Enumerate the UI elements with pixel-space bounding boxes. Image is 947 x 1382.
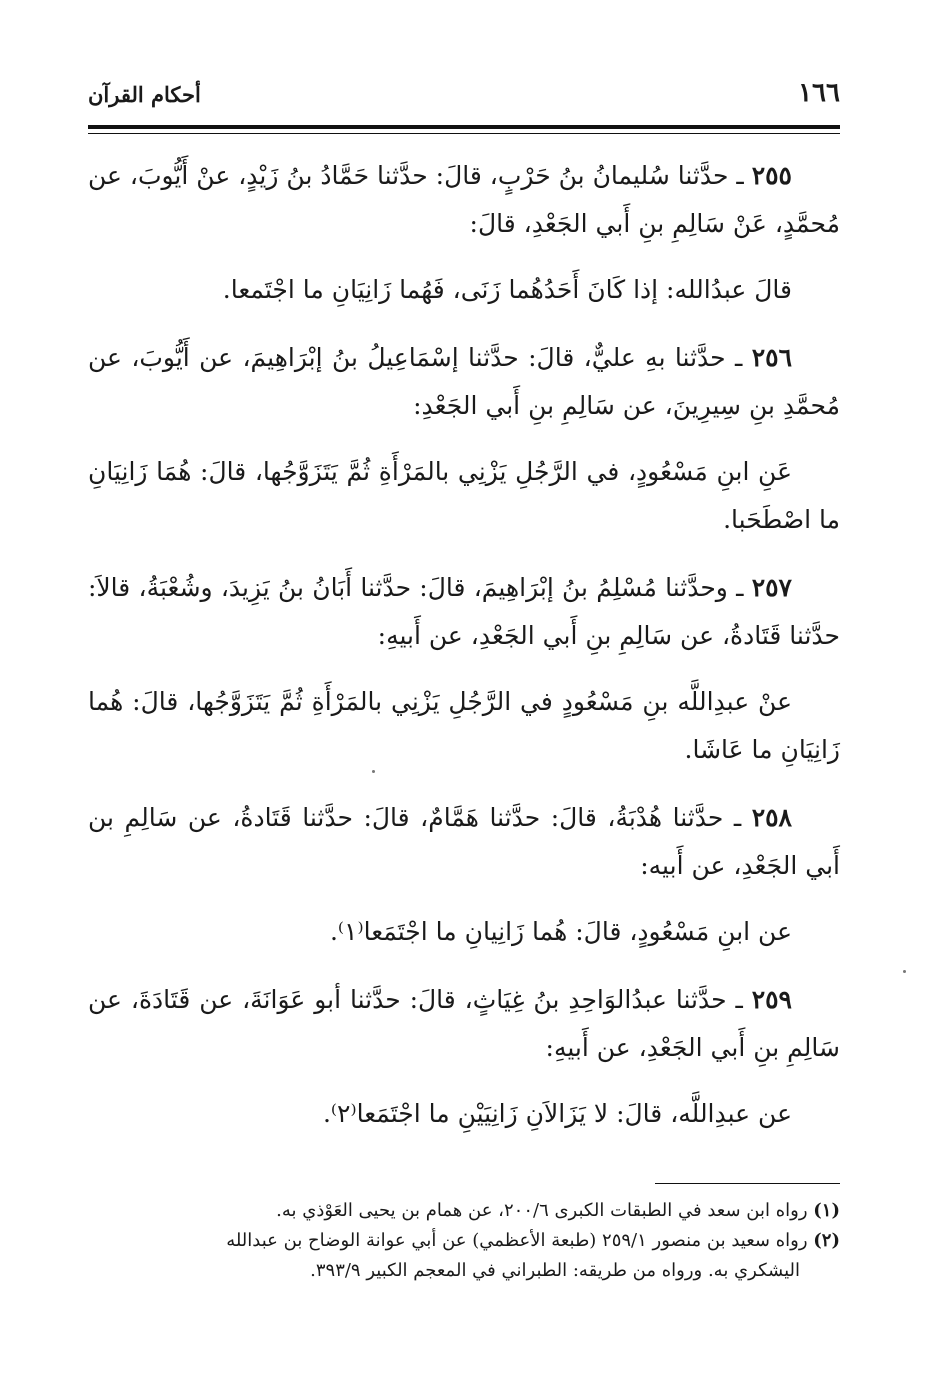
hadith-entry	[88, 976, 840, 1138]
hadith-matn: عنْ عبدِاللَّه بنِ مَسْعُودٍ في الرَّجُلِ يَزْنِي بالمَرْأَةِ ثُمَّ يَتَزَوَّجُها، قالَ: هُما زَانِيَانِ ما عَاشَا.	[88, 687, 840, 764]
hadith-matn: عن ابنِ مَسْعُودٍ، قالَ: هُما زَانِيانِ ما اجْتَمَعا⁽١⁾.	[329, 917, 792, 946]
page-number: ١٦٦	[798, 78, 840, 108]
footnote-rule	[655, 1183, 840, 1184]
separator: ـ	[728, 161, 752, 190]
separator: ـ	[726, 985, 752, 1014]
hadith-isnad	[88, 152, 840, 248]
header-rule-thin	[88, 133, 840, 134]
separator: ـ	[723, 803, 752, 832]
hadith-number: ٢٥٥	[751, 161, 792, 190]
isnad-text: حدَّثنا عبدُالوَاحِدِ بنُ غِيَاثٍ، قالَ: حدَّثنا أبو عَوَانَةَ، عن قَتَادَةَ، عن سَالِمِ بنِ أَبي الجَعْدِ، عن أَبيهِ:	[88, 985, 840, 1062]
footnote	[88, 1226, 840, 1256]
footnote-text: رواه سعيد بن منصور ٢٥٩/١ (طبعة الأعظمي) عن أبي عوانة الوضاح بن عبدالله	[226, 1230, 808, 1251]
isnad-text: حدَّثنا سُليمانُ بنُ حَرْبٍ، قالَ: حدَّثنا حَمَّادُ بنُ زَيْدٍ، عنْ أَيُّوبَ، عن مُحمَّدٍ، عَنْ سَالِمِ بنِ أَبي الجَعْدِ، قالَ:	[88, 161, 840, 238]
hadith-isnad	[88, 564, 840, 660]
footnote-mark: (١)	[813, 1200, 840, 1221]
hadith-isnad	[88, 334, 840, 430]
footnote-text: رواه ابن سعد في الطبقات الكبرى ٢٠٠/٦، عن همام بن يحيى العَوْذي به.	[276, 1200, 808, 1221]
hadith-isnad	[88, 976, 840, 1072]
print-speck	[372, 770, 375, 773]
hadith-entry	[88, 794, 840, 956]
hadith-number: ٢٥٨	[751, 803, 792, 832]
isnad-text: حدَّثنا هُدْبَةُ، قالَ: حدَّثنا هَمَّامٌ، قالَ: حدَّثنا قَتَادةُ، عن سَالِمِ بن أَبي الجَعْدِ، عن أَبيه:	[88, 803, 840, 880]
header-rule-thick	[88, 125, 840, 129]
hadith-entry	[88, 334, 840, 544]
hadith-number: ٢٥٧	[751, 573, 792, 602]
print-speck	[903, 970, 906, 973]
hadith-number: ٢٥٦	[751, 343, 793, 372]
hadith-isnad	[88, 794, 840, 890]
hadith-number: ٢٥٩	[751, 985, 792, 1014]
hadith-entry	[88, 564, 840, 774]
isnad-text: وحدَّثنا مُسْلِمُ بنُ إبْرَاهِيمَ، قالَ: حدَّثنا أَبَانُ بنُ يَزِيدَ، وشُعْبَةُ، قالاَ: حدَّثنا قَتَادةُ، عن سَالِمِ بنِ أَبي الجَعْدِ، عن أَبيهِ:	[88, 573, 840, 650]
page-body	[88, 152, 840, 1158]
running-title: أحكام القرآن	[88, 82, 201, 107]
separator: ـ	[727, 573, 752, 602]
footnote-mark: (٢)	[813, 1230, 840, 1251]
hadith-matn: قالَ عبدُالله: إذا كَانَ أَحَدُهُما زَنَى، فَهُما زَانِيَانِ ما اجْتَمعا.	[222, 275, 792, 304]
separator: ـ	[725, 343, 752, 372]
isnad-text: حدَّثنا بهِ عليٌّ، قالَ: حدَّثنا إسْمَاعِيلُ بنُ إبْرَاهِيمَ، عن أَيُّوبَ، عن مُحمَّدِ بنِ سِيرِينَ، عن سَالِمِ بنِ أَبي الجَعْدِ:	[88, 343, 840, 420]
footnotes	[88, 1196, 840, 1286]
hadith-matn: عَنِ ابنِ مَسْعُودٍ، في الرَّجُلِ يَزْنِي بالمَرْأَةِ ثُمَّ يَتَزَوَّجُها، قالَ: هُمَا زَانِيَانِ ما اصْطَحَبا.	[88, 457, 840, 534]
footnote	[88, 1196, 840, 1226]
page-header	[88, 78, 840, 118]
footnote-continuation: اليشكري به. ورواه من طريقه: الطبراني في المعجم الكبير ٣٩٣/٩.	[310, 1260, 800, 1281]
hadith-entry	[88, 152, 840, 314]
hadith-matn: عن عبدِاللَّه، قالَ: لا يَزَالاَنِ زَانِيَيْنِ ما اجْتَمَعا⁽٢⁾.	[322, 1099, 792, 1128]
